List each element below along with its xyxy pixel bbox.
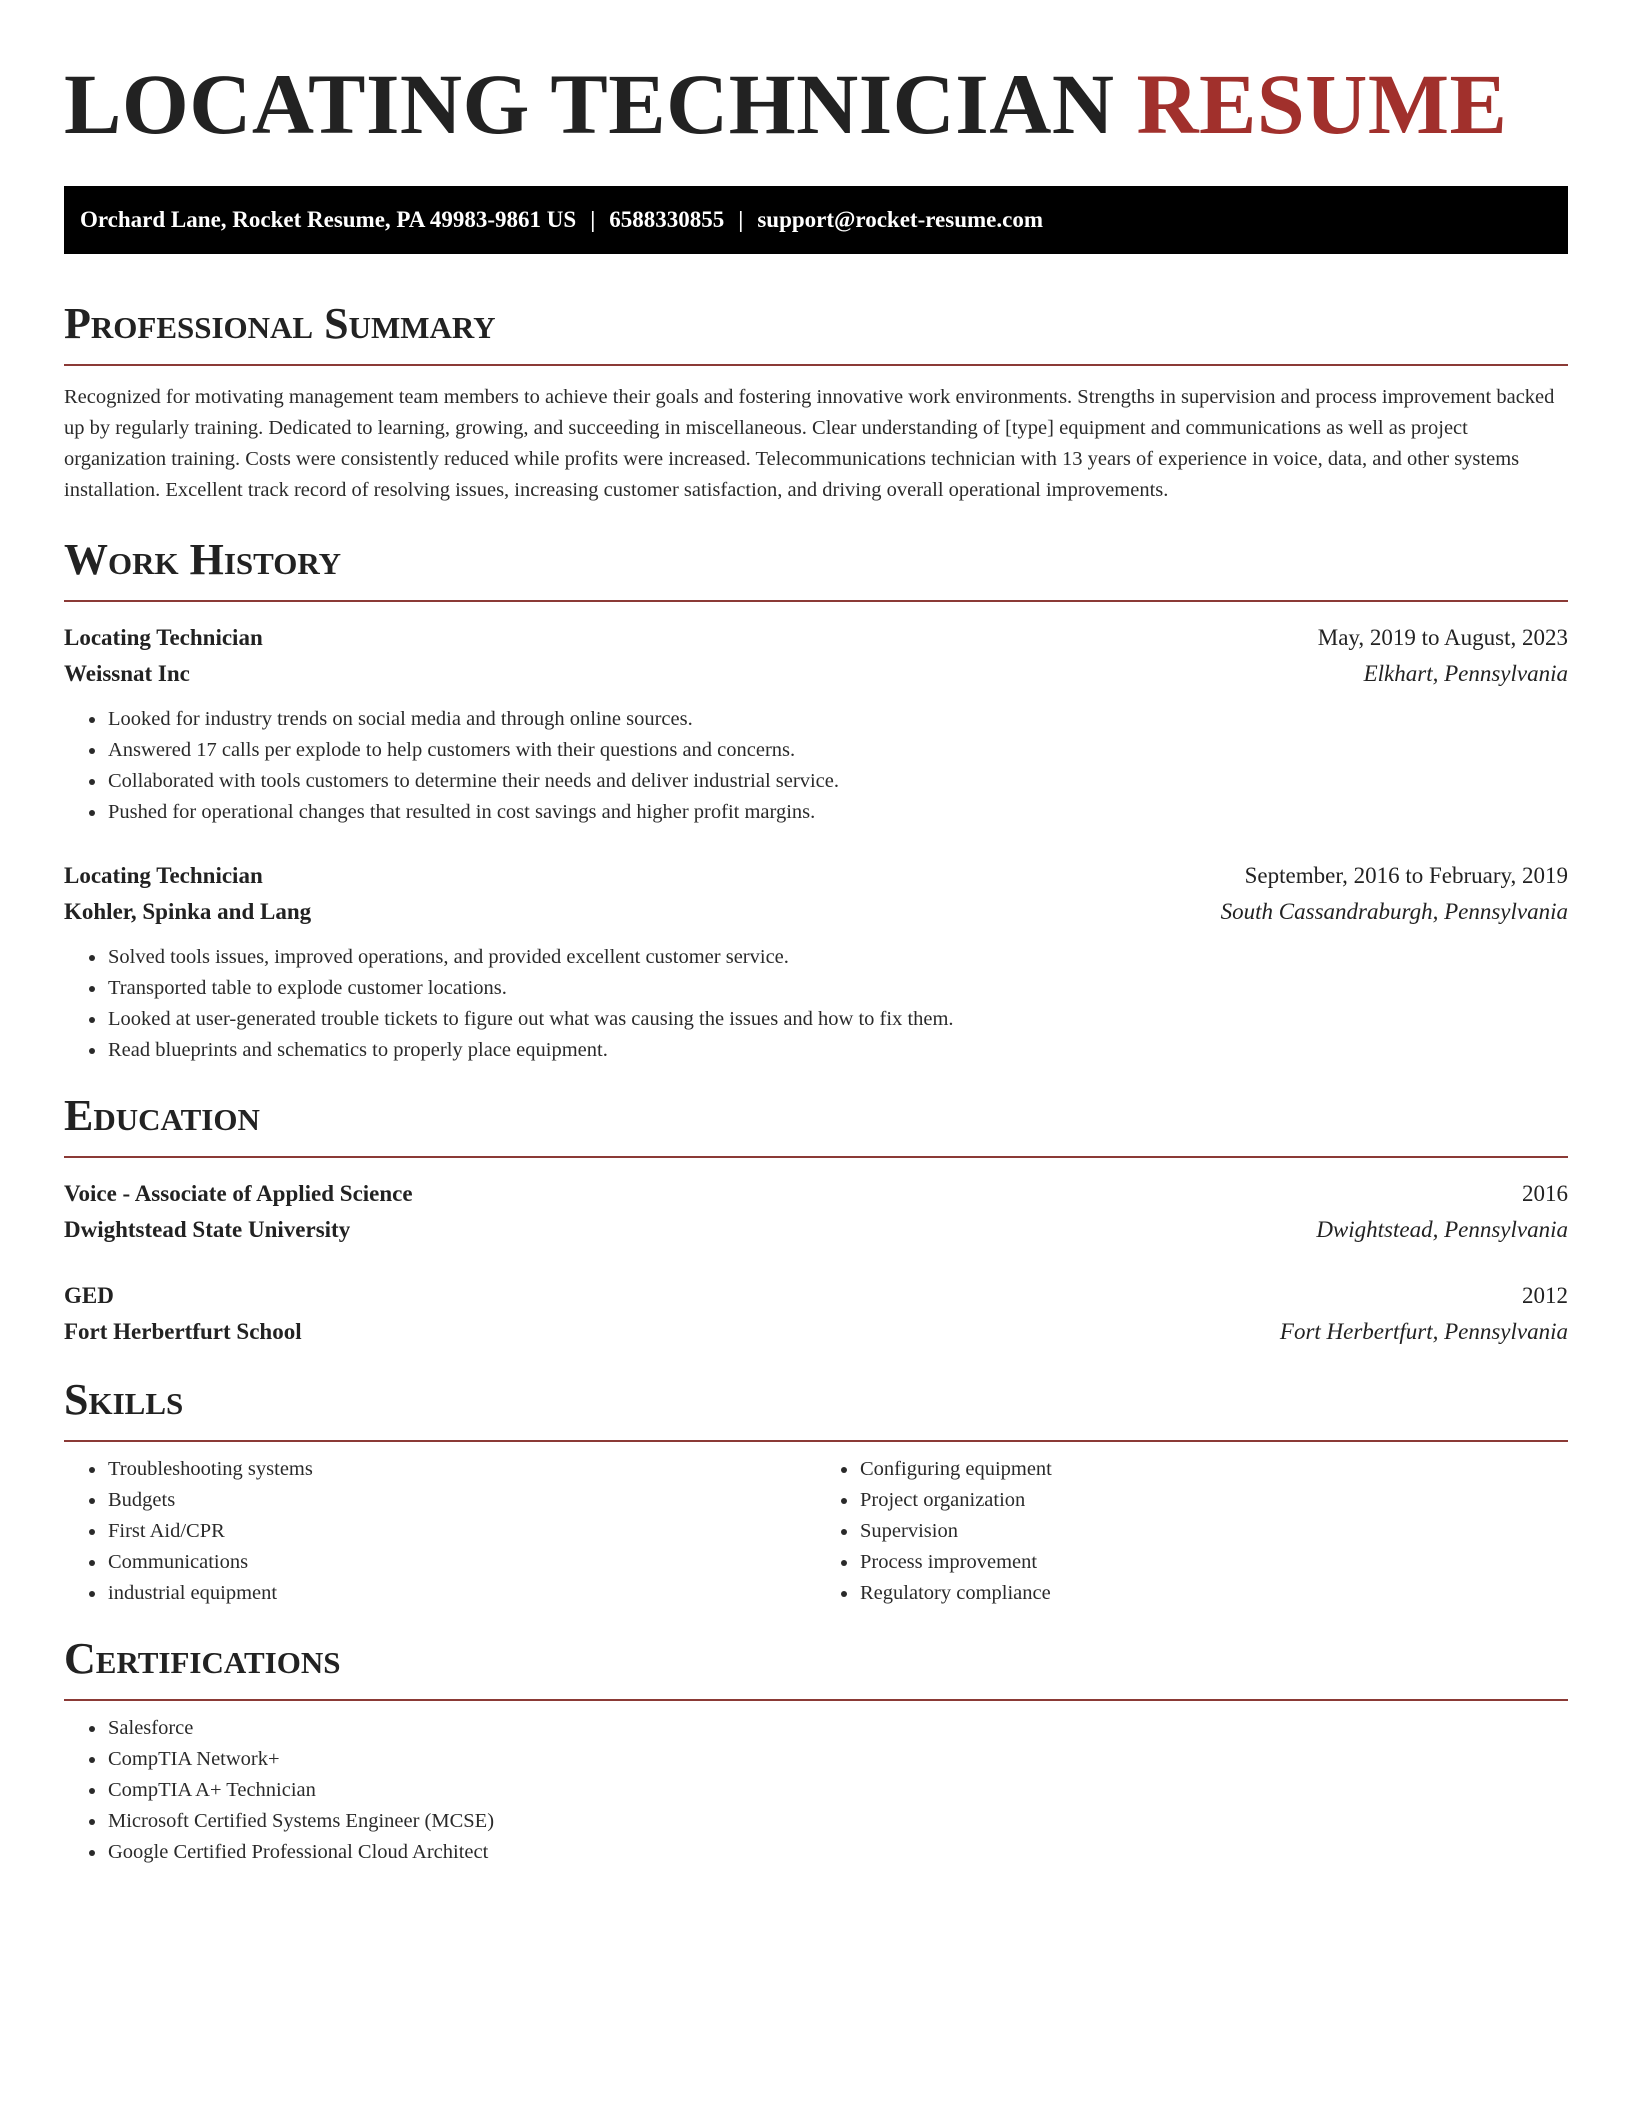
job-dates: September, 2016 to February, 2019	[1244, 863, 1568, 888]
resume-title-main: LOCATING TECHNICIAN	[64, 56, 1115, 152]
job-duty: • Answered 17 calls per explode to help customers with their questions and concerns.	[107, 735, 1568, 766]
contact-separator: |	[590, 207, 596, 232]
job-company: Weissnat Inc	[64, 661, 190, 686]
certification-item: • Microsoft Certified Systems Engineer (MCSE)	[107, 1806, 1568, 1837]
job-duties-list	[64, 942, 1568, 1066]
certifications-section	[64, 1633, 1568, 1868]
certifications-heading: Certifications	[64, 1634, 341, 1683]
education-year: 2012	[1522, 1283, 1568, 1308]
skills-heading: Skills	[64, 1375, 184, 1424]
education-entry	[64, 1176, 1568, 1248]
skill-item: • Process improvement	[859, 1547, 1568, 1578]
summary-heading: Professional Summary	[64, 299, 496, 348]
work-history-heading: Work History	[64, 535, 342, 584]
resume-title	[64, 0, 1568, 154]
skill-item: • Troubleshooting systems	[107, 1454, 816, 1485]
job-title: Locating Technician	[64, 625, 263, 650]
job-entry	[64, 858, 1568, 1066]
skills-list-left	[64, 1454, 816, 1609]
certification-item: • Google Certified Professional Cloud Architect	[107, 1837, 1568, 1868]
skill-item: • industrial equipment	[107, 1578, 816, 1609]
education-degree: Voice - Associate of Applied Science	[64, 1181, 413, 1206]
education-year: 2016	[1522, 1181, 1568, 1206]
skills-columns	[64, 1454, 1568, 1609]
skill-item: • Configuring equipment	[859, 1454, 1568, 1485]
certifications-list	[64, 1713, 1568, 1868]
job-duties-list	[64, 704, 1568, 828]
job-location: Elkhart, Pennsylvania	[1363, 661, 1568, 686]
job-entry	[64, 620, 1568, 828]
certification-item: • Salesforce	[107, 1713, 1568, 1744]
certification-item: • CompTIA Network+	[107, 1744, 1568, 1775]
education-degree: GED	[64, 1283, 114, 1308]
education-school: Dwightstead State University	[64, 1217, 351, 1242]
contact-separator: |	[738, 207, 744, 232]
job-duty: • Read blueprints and schematics to properly place equipment.	[107, 1035, 1568, 1066]
section-divider	[64, 600, 1568, 602]
summary-section	[64, 298, 1568, 506]
contact-phone: 6588330855	[609, 207, 725, 232]
contact-bar	[64, 186, 1568, 254]
resume-title-accent: RESUME	[1136, 56, 1508, 152]
contact-address: Orchard Lane, Rocket Resume, PA 49983-9861 US	[80, 207, 577, 232]
job-title: Locating Technician	[64, 863, 263, 888]
contact-email: support@rocket-resume.com	[757, 207, 1043, 232]
skill-item: • Budgets	[107, 1485, 816, 1516]
job-duty: • Transported table to explode customer locations.	[107, 973, 1568, 1004]
education-location: Dwightstead, Pennsylvania	[1316, 1217, 1568, 1242]
education-heading: Education	[64, 1091, 260, 1140]
skill-item: • Project organization	[859, 1485, 1568, 1516]
skill-item: • Communications	[107, 1547, 816, 1578]
education-location: Fort Herbertfurt, Pennsylvania	[1279, 1319, 1568, 1344]
job-dates: May, 2019 to August, 2023	[1317, 625, 1568, 650]
job-location: South Cassandraburgh, Pennsylvania	[1220, 899, 1568, 924]
skill-item: • Regulatory compliance	[859, 1578, 1568, 1609]
job-duty: • Looked at user-generated trouble tickets to figure out what was causing the issues and how to fix them.	[107, 1004, 1568, 1035]
job-duty: • Looked for industry trends on social media and through online sources.	[107, 704, 1568, 735]
education-school: Fort Herbertfurt School	[64, 1319, 302, 1344]
job-company: Kohler, Spinka and Lang	[64, 899, 312, 924]
job-duty: • Collaborated with tools customers to determine their needs and deliver industrial service.	[107, 766, 1568, 797]
job-duty: • Pushed for operational changes that resulted in cost savings and higher profit margins.	[107, 797, 1568, 828]
skill-item: • Supervision	[859, 1516, 1568, 1547]
skill-item: • First Aid/CPR	[107, 1516, 816, 1547]
education-entry	[64, 1278, 1568, 1350]
skills-section	[64, 1374, 1568, 1609]
section-divider	[64, 1156, 1568, 1158]
job-duty: • Solved tools issues, improved operations, and provided excellent customer service.	[107, 942, 1568, 973]
education-section	[64, 1090, 1568, 1350]
certification-item: • CompTIA A+ Technician	[107, 1775, 1568, 1806]
work-history-section	[64, 534, 1568, 1066]
section-divider	[64, 1440, 1568, 1442]
section-divider	[64, 364, 1568, 366]
summary-text: Recognized for motivating management team members to achieve their goals and fostering innovative work environments. Strengths in supervision and process improvement backed up by regularly training. Dedicated to learning, growing, and succeeding in miscellaneous. Clear understanding of [type] equipment and communications as well as project organization training. Costs were consistently reduced while profits were increased. Telecommunications technician with 13 years of experience in voice, data, and other systems installation. Excellent track record of resolving issues, increasing customer satisfaction, and driving overall operational improvements.	[64, 386, 1555, 501]
skills-list-right	[816, 1454, 1568, 1609]
section-divider	[64, 1699, 1568, 1701]
